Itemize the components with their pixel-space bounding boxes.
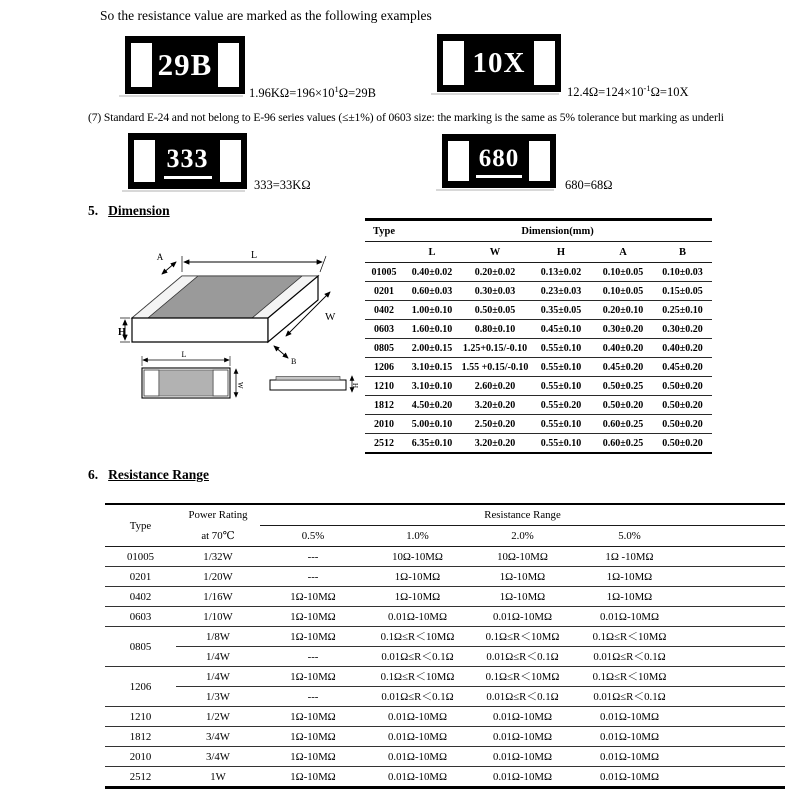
type-cell: 1206 — [365, 358, 403, 377]
chip-top-view — [142, 350, 244, 398]
dim-label-h: H — [118, 327, 126, 338]
dim-label-w-top: W — [236, 382, 244, 389]
range-cell: 1Ω-10MΩ — [576, 567, 683, 587]
type-cell: 0805 — [365, 339, 403, 358]
dimension-cell: 2.60±0.20 — [461, 377, 529, 396]
range-cell: 0.1Ω≤R＜10MΩ — [366, 627, 469, 647]
dimension-cell: 0.60±0.25 — [593, 415, 653, 434]
resistor-chip-10x — [437, 34, 561, 92]
table-row — [105, 567, 785, 587]
power-rating-cell: 1/16W — [176, 587, 260, 607]
dimension-cell: 0.10±0.05 — [593, 282, 653, 301]
column-header-tol-0-5: 0.5% — [260, 526, 366, 547]
column-header-tol-5-0: 5.0% — [576, 526, 683, 547]
dimension-cell: 3.20±0.20 — [474, 437, 516, 449]
type-cell: 2512 — [129, 770, 152, 783]
range-cell: 1Ω-10MΩ — [260, 747, 366, 767]
range-cell: 0.01Ω-10MΩ — [469, 707, 576, 727]
power-rating-cell: 3/4W — [176, 727, 260, 747]
dimension-cell: 0.55±0.10 — [540, 437, 582, 449]
range-cell: 0.01Ω-10MΩ — [576, 707, 683, 727]
range-cell: 0.1Ω≤R＜10MΩ — [576, 627, 683, 647]
section-title: Dimension — [108, 203, 170, 218]
dimension-cell: 0.13±0.02 — [529, 263, 593, 282]
range-cell: 1Ω-10MΩ — [260, 607, 366, 627]
table-subheader-row — [365, 242, 712, 263]
dimension-cell: 5.00±0.10 — [403, 415, 461, 434]
range-cell: --- — [260, 647, 366, 667]
range-cell: 1Ω-10MΩ — [469, 587, 576, 607]
table-row — [365, 396, 712, 415]
dimension-cell: 1.00±0.10 — [403, 301, 461, 320]
type-cell: 1812 — [365, 396, 403, 415]
type-cell: 1206 — [105, 667, 176, 707]
power-rating-cell: 1/3W — [176, 687, 260, 707]
dimension-section-heading — [88, 203, 170, 219]
range-cell: 0.01Ω-10MΩ — [469, 747, 576, 767]
range-cell: 10Ω-10MΩ — [469, 547, 576, 567]
range-cell: --- — [260, 547, 366, 567]
range-cell: 0.01Ω≤R＜0.1Ω — [366, 647, 469, 667]
chip-marking: 10X — [472, 46, 526, 79]
dimension-cell: 1.60±0.10 — [403, 320, 461, 339]
power-rating-cell: 1/20W — [176, 567, 260, 587]
range-cell: 0.01Ω≤R＜0.1Ω — [469, 647, 576, 667]
range-cell: 0.01Ω-10MΩ — [366, 727, 469, 747]
range-cell: 1Ω -10MΩ — [576, 547, 683, 567]
table-row — [365, 377, 712, 396]
marking-formula: $12.4\Omega=124\times 10^{-1}\Omega=10X$ — [567, 83, 689, 100]
table-header-row — [365, 220, 712, 242]
dimension-cell: 0.25±0.10 — [653, 301, 712, 320]
table-row — [365, 339, 712, 358]
type-cell: 2010 — [365, 415, 403, 434]
range-cell: 0.01Ω-10MΩ — [469, 727, 576, 747]
dimension-cell: 1.55 +0.15/-0.10 — [461, 358, 529, 377]
column-header-tol-2-0: 2.0% — [469, 526, 576, 547]
column-header-power-rating: Power Rating — [188, 509, 248, 522]
dimension-cell: 0.40±0.02 — [403, 263, 461, 282]
dimension-cell: 0.55±0.10 — [529, 358, 593, 377]
dimension-cell: 0.50±0.20 — [662, 437, 703, 449]
spacer-cell — [683, 607, 785, 627]
range-cell: --- — [260, 687, 366, 707]
dim-label-l: L — [250, 250, 258, 261]
dimension-cell: 0.55±0.10 — [529, 415, 593, 434]
section-title: Resistance Range — [108, 467, 209, 482]
dimension-cell: 0.55±0.10 — [529, 377, 593, 396]
spacer-cell — [683, 647, 785, 667]
table-row — [365, 301, 712, 320]
dimension-cell: 4.50±0.20 — [403, 396, 461, 415]
table-row — [105, 607, 785, 627]
table-row — [365, 263, 712, 282]
dimension-cell: 0.35±0.05 — [529, 301, 593, 320]
range-cell: 1Ω-10MΩ — [260, 727, 366, 747]
table-row — [365, 358, 712, 377]
power-rating-cell: 1/32W — [176, 547, 260, 567]
chip-dimension-diagram — [118, 246, 362, 404]
column-header-type: Type — [365, 220, 403, 242]
resistance-section-heading — [88, 467, 209, 483]
type-cell: 1210 — [365, 377, 403, 396]
dimension-cell: 2.00±0.15 — [403, 339, 461, 358]
table-row — [105, 647, 785, 667]
type-cell: 0603 — [105, 607, 176, 627]
chip-front-face — [132, 318, 268, 342]
range-cell: 1Ω-10MΩ — [469, 567, 576, 587]
column-header-w: W — [461, 242, 529, 263]
dimension-cell: 0.30±0.20 — [593, 320, 653, 339]
dimension-cell: 3.10±0.15 — [403, 358, 461, 377]
range-cell: 0.01Ω-10MΩ — [493, 770, 552, 783]
dimension-cell: 0.50±0.20 — [653, 377, 712, 396]
spacer-cell — [683, 547, 785, 567]
resistor-chip-29b — [125, 36, 245, 94]
dimension-cell: 0.30±0.20 — [653, 320, 712, 339]
power-rating-cell: 1/4W — [176, 667, 260, 687]
column-header-empty — [365, 242, 403, 263]
dimension-cell: 0.10±0.03 — [653, 263, 712, 282]
type-cell: 01005 — [365, 263, 403, 282]
dimension-cell: 0.10±0.05 — [593, 263, 653, 282]
range-cell: 0.1Ω≤R＜10MΩ — [469, 667, 576, 687]
range-cell: 0.01Ω-10MΩ — [600, 770, 659, 783]
type-cell: 1812 — [105, 727, 176, 747]
dimension-cell: 3.20±0.20 — [461, 396, 529, 415]
marking-formula: $1.96K\Omega=196\times 10^1\Omega=29B$ — [249, 84, 376, 101]
range-cell: 10Ω-10MΩ — [366, 547, 469, 567]
resistor-chip-333 — [128, 133, 247, 189]
range-cell: 0.01Ω≤R＜0.1Ω — [576, 647, 683, 667]
section-number: 6. — [88, 467, 99, 482]
column-header-type: Type — [105, 504, 176, 547]
range-cell: 0.01Ω-10MΩ — [576, 607, 683, 627]
dimension-cell: 0.80±0.10 — [461, 320, 529, 339]
dimension-table — [365, 218, 712, 454]
power-rating-cell: 1/2W — [176, 707, 260, 727]
dimension-cell: 0.50±0.20 — [593, 396, 653, 415]
dim-label-l-top: L — [181, 350, 187, 359]
dimension-cell: 0.40±0.20 — [653, 339, 712, 358]
range-cell: --- — [260, 567, 366, 587]
dim-label-b: B — [291, 357, 297, 366]
column-header-tol-1-0: 1.0% — [366, 526, 469, 547]
type-cell: 2512 — [374, 437, 394, 449]
dimension-cell: 0.40±0.20 — [593, 339, 653, 358]
range-cell: 0.01Ω≤R＜0.1Ω — [469, 687, 576, 707]
dimension-cell: 0.50±0.25 — [593, 377, 653, 396]
resistance-table-body — [105, 547, 785, 788]
range-cell: 0.01Ω-10MΩ — [366, 747, 469, 767]
dimension-cell: 0.30±0.03 — [461, 282, 529, 301]
spacer-cell — [683, 667, 785, 687]
range-cell: 1Ω-10MΩ — [260, 587, 366, 607]
dimension-cell: 0.45±0.20 — [593, 358, 653, 377]
table-row — [105, 687, 785, 707]
spacer-cell — [683, 627, 785, 647]
resistance-range-table — [105, 503, 785, 789]
range-cell: 0.01Ω-10MΩ — [576, 727, 683, 747]
range-cell: 1Ω-10MΩ — [576, 587, 683, 607]
table-row — [365, 282, 712, 301]
column-header-b: B — [653, 242, 712, 263]
dim-label-w: W — [325, 311, 336, 323]
power-rating-cell: 1/8W — [176, 627, 260, 647]
note-7-text: (7) Standard E-24 and not belong to E-96 series values (≤±1%) of 0603 size: the marking is the same as 5% tolerance but marking as underli — [88, 111, 724, 124]
type-cell: 1210 — [105, 707, 176, 727]
type-cell: 2010 — [105, 747, 176, 767]
spacer-cell — [683, 587, 785, 607]
spacer-cell — [683, 687, 785, 707]
range-cell: 0.1Ω≤R＜10MΩ — [576, 667, 683, 687]
power-rating-cell: 1/10W — [176, 607, 260, 627]
table-subheader-row — [105, 526, 785, 547]
table-row — [365, 320, 712, 339]
table-row — [105, 767, 785, 788]
table-row — [105, 747, 785, 767]
type-cell: 0805 — [105, 627, 176, 667]
dimension-table-body — [365, 263, 712, 454]
range-cell: 0.01Ω≤R＜0.1Ω — [366, 687, 469, 707]
column-group-resistance-range: Resistance Range — [260, 504, 785, 526]
column-group-dimension: Dimension(mm) — [403, 220, 712, 242]
column-header-h: H — [529, 242, 593, 263]
dimension-cell: 0.45±0.20 — [653, 358, 712, 377]
table-row — [365, 434, 712, 454]
dimension-cell: 3.10±0.10 — [403, 377, 461, 396]
spacer-cell — [683, 767, 785, 788]
dimension-cell: 2.50±0.20 — [461, 415, 529, 434]
column-header-spacer — [683, 526, 785, 547]
column-header-at-70c: at 70℃ — [176, 526, 260, 547]
type-cell: 01005 — [105, 547, 176, 567]
dim-label-h-side: H — [351, 383, 359, 389]
spacer-cell — [683, 727, 785, 747]
dimension-cell: 0.15±0.05 — [653, 282, 712, 301]
marking-formula: 680=68Ω — [565, 178, 613, 193]
dimension-cell: 0.50±0.05 — [461, 301, 529, 320]
chip-marking: 29B — [157, 47, 213, 82]
range-cell: 0.1Ω≤R＜10MΩ — [469, 627, 576, 647]
marking-formula: 333=33KΩ — [254, 178, 311, 193]
dimension-cell: 1.25+0.15/-0.10 — [461, 339, 529, 358]
type-cell: 0402 — [365, 301, 403, 320]
power-rating-cell: 1W — [210, 770, 226, 783]
intro-text: So the resistance value are marked as the following examples — [100, 8, 432, 23]
type-cell: 0402 — [105, 587, 176, 607]
section-number: 5. — [88, 203, 99, 218]
range-cell: 0.01Ω≤R＜0.1Ω — [576, 687, 683, 707]
table-row — [105, 707, 785, 727]
dimension-cell: 0.20±0.10 — [593, 301, 653, 320]
dim-label-a: A — [156, 252, 164, 262]
table-row — [105, 667, 785, 687]
spacer-cell — [683, 707, 785, 727]
range-cell: 1Ω-10MΩ — [260, 667, 366, 687]
resistor-chip-680 — [442, 134, 556, 188]
spacer-cell — [683, 567, 785, 587]
range-cell: 1Ω-10MΩ — [366, 567, 469, 587]
column-header-a: A — [593, 242, 653, 263]
dimension-cell: 0.23±0.03 — [529, 282, 593, 301]
dimension-cell: 0.60±0.03 — [403, 282, 461, 301]
range-cell: 0.01Ω-10MΩ — [366, 607, 469, 627]
range-cell: 0.01Ω-10MΩ — [366, 707, 469, 727]
type-cell: 0201 — [105, 567, 176, 587]
dimension-cell: 0.20±0.02 — [461, 263, 529, 282]
chip-marking: 333 — [128, 133, 247, 189]
column-header-l: L — [403, 242, 461, 263]
table-row — [105, 727, 785, 747]
dimension-cell: 0.60±0.25 — [602, 437, 644, 449]
table-row — [365, 415, 712, 434]
power-rating-cell: 1/4W — [176, 647, 260, 667]
range-cell: 1Ω-10MΩ — [366, 587, 469, 607]
type-cell: 0603 — [365, 320, 403, 339]
dimension-cell: 6.35±0.10 — [411, 437, 453, 449]
dimension-cell: 0.50±0.20 — [653, 415, 712, 434]
range-cell: 0.1Ω≤R＜10MΩ — [366, 667, 469, 687]
chip-side-view — [270, 376, 359, 392]
power-rating-cell: 3/4W — [176, 747, 260, 767]
range-cell: 1Ω-10MΩ — [260, 627, 366, 647]
table-row — [105, 587, 785, 607]
table-row — [105, 627, 785, 647]
range-cell: 0.01Ω-10MΩ — [388, 770, 447, 783]
dimension-cell: 0.55±0.10 — [529, 339, 593, 358]
range-cell: 0.01Ω-10MΩ — [576, 747, 683, 767]
spacer-cell — [683, 747, 785, 767]
dimension-cell: 0.45±0.10 — [529, 320, 593, 339]
table-header-row — [105, 504, 785, 526]
chip-3d-view — [118, 250, 336, 366]
range-cell: 1Ω-10MΩ — [260, 707, 366, 727]
type-cell: 0201 — [365, 282, 403, 301]
table-row — [105, 547, 785, 567]
range-cell: 1Ω-10MΩ — [290, 770, 336, 783]
range-cell: 0.01Ω-10MΩ — [469, 607, 576, 627]
chip-marking: 680 — [442, 134, 556, 188]
dimension-cell: 0.50±0.20 — [653, 396, 712, 415]
dimension-cell: 0.55±0.20 — [529, 396, 593, 415]
